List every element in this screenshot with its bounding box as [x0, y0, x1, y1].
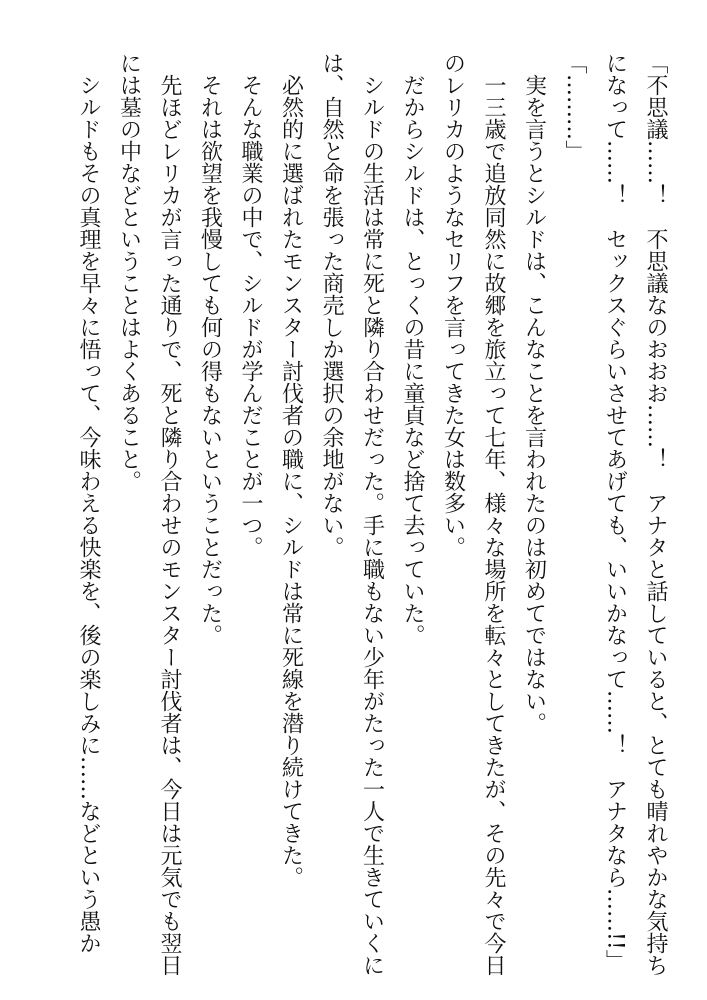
paragraph-narration-7: それは欲望を我慢しても何の得もないということだった。 — [197, 74, 223, 646]
paragraph-narration-5: 必然的に選ばれたモンスター討伐者の職に、シルドは常に死線を潜り続けてきた。 — [278, 74, 304, 888]
paragraph-narration-4: シルドの生活は常に死と隣り合わせだった。手に職もない少年がたった一人で生きていくには、自然と命を張った商売しか選択の余地がない。 — [319, 52, 385, 976]
paragraph-narration-6: そんな職業の中で、シルドが学んだことが一つ。 — [238, 74, 263, 558]
paragraph-narration-9: シルドもその真理を早々に悟って、今味わえる快楽を、後の楽しみに……などという愚か — [76, 74, 101, 954]
paragraph-narration-8: 先ほどレリカが言った通りで、死と隣り合わせのモンスター討伐者は、今日は元気でも翌日には墓の中などということはよくあること。 — [116, 52, 182, 976]
paragraph-dialogue-2: 「………」 — [562, 52, 587, 162]
paragraph-dialogue-1: 「不思議……！ 不思議なのおおお……！ アナタと話していると、とても晴れやかな気持ちになって……！ セックスぐらいさせてあげても、いいかなって……！ アナタなら……!!」 — [602, 52, 668, 976]
vertical-text-body — [68, 52, 676, 982]
paragraph-narration-1: 実を言うとシルドは、こんなことを言われたのは初めてではない。 — [521, 74, 547, 734]
paragraph-narration-2: 一三歳で追放同然に故郷を旅立って七年、様々な場所を転々としてきたが、その先々で今日のレリカのようなセリフを言ってきた女は数多い。 — [440, 52, 506, 976]
paragraph-narration-3: だからシルドは、とっくの昔に童貞など捨て去っていた。 — [400, 74, 425, 646]
